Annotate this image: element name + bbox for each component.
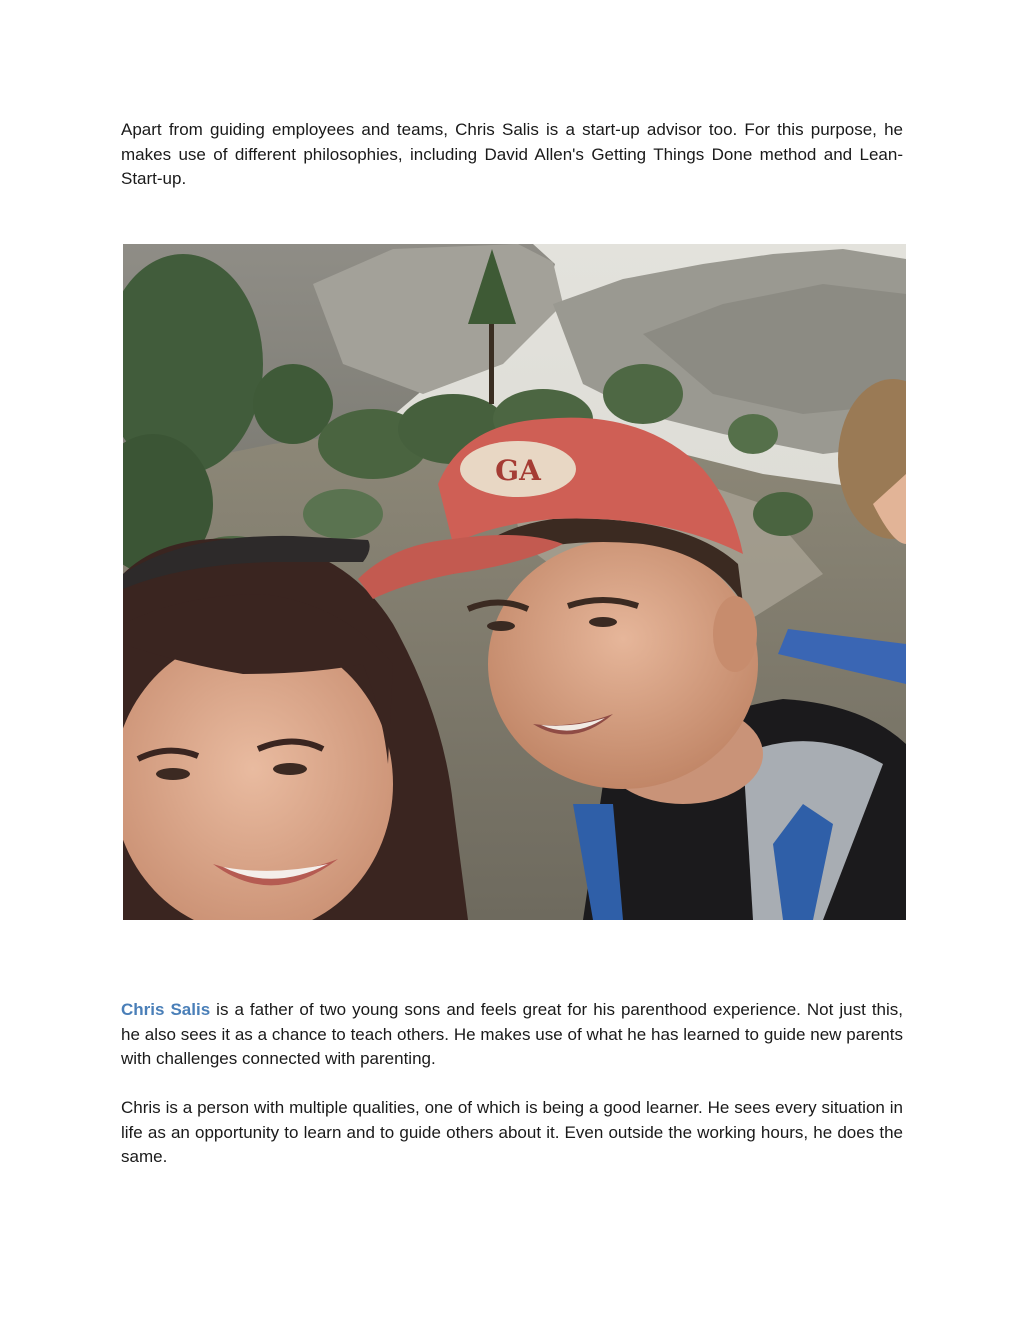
selfie-photo [123, 244, 906, 920]
chris-salis-link[interactable]: Chris Salis [121, 1000, 211, 1019]
man-eye-left [487, 621, 515, 631]
parenthood-text: is a father of two young sons and feels great for his parenthood experience. Not just this, he also sees it as a chance to teach others. He makes use of what he has learned to guide new parents with challenges connected with parenting. [121, 1000, 904, 1068]
parenthood-paragraph [121, 998, 903, 1072]
woman-eye-right [273, 763, 307, 775]
intro-paragraph: Apart from guiding employees and teams, Chris Salis is a start-up advisor too. For this purpose, he makes use of different philosophies, including David Allen's Getting Things Done method and Lean-Start-up. [121, 120, 903, 188]
man-ear [713, 596, 757, 672]
cap-logo-text: GA [495, 454, 541, 487]
man-eye-right [589, 617, 617, 627]
woman-eye-left [156, 768, 190, 780]
qualities-paragraph: Chris is a person with multiple qualities, one of which is being a good learner. He sees every situation in life as an opportunity to learn and to guide others about it. Even outside the working hours, he does the same. [121, 1098, 903, 1166]
man-face [488, 539, 758, 789]
